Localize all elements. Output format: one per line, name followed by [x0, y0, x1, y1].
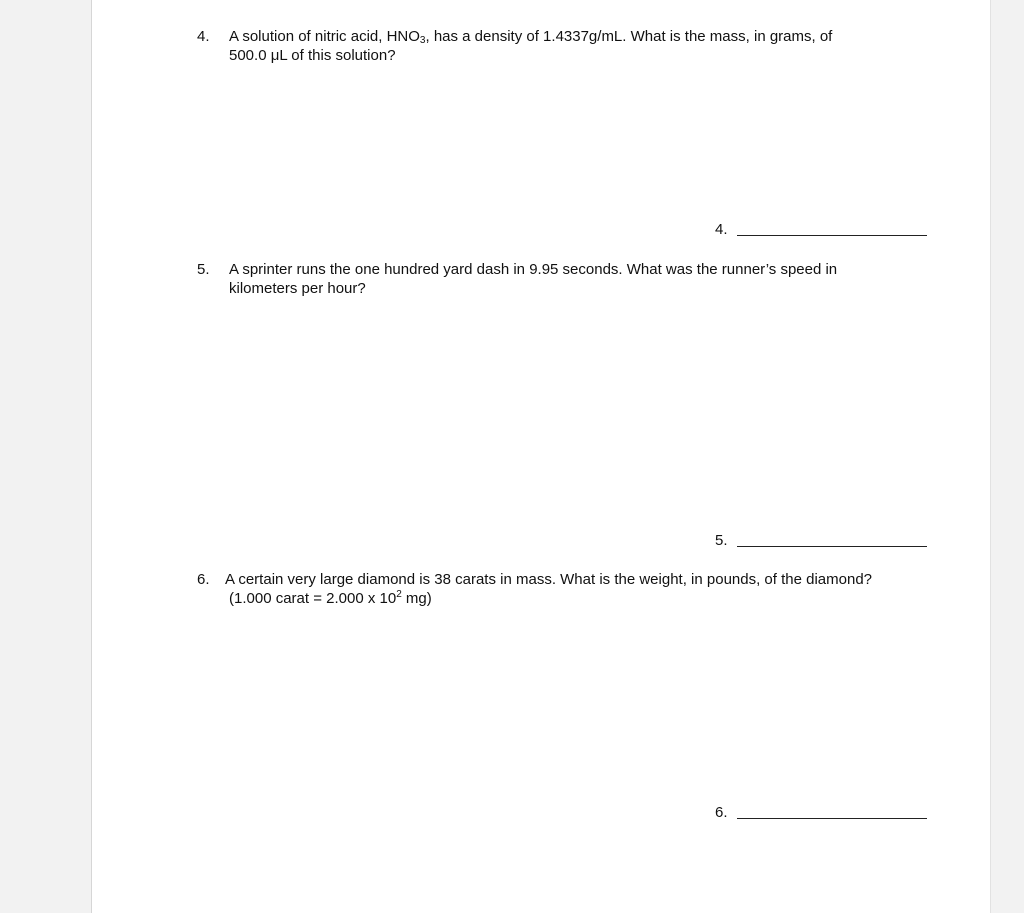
question-line-2: 500.0 μL of this solution?: [229, 47, 396, 64]
question-line-1: A certain very large diamond is 38 carats in mass. What is the weight, in pounds, of the diamond?: [225, 571, 873, 588]
answer-line[interactable]: [737, 546, 927, 547]
worksheet-page: [91, 0, 991, 913]
question-line-2: kilometers per hour?: [229, 280, 366, 297]
question-line-1: A sprinter runs the one hundred yard dash in 9.95 seconds. What was the runner’s speed in: [229, 261, 838, 278]
answer-label: 5.: [715, 532, 728, 549]
question-number: 6.: [197, 571, 210, 588]
answer-line[interactable]: [737, 235, 927, 236]
question-line-1: A solution of nitric acid, $HNO_3$, has a density of 1.4337g/mL. What is the mass, in grams, of: [229, 28, 833, 46]
question-number: 5.: [197, 261, 210, 278]
answer-label: 6.: [715, 804, 728, 821]
question-number: 4.: [197, 28, 210, 45]
question-line-2: (1.000 carat = 2.000 x $10^2$ mg): [229, 589, 432, 607]
question-text: [229, 260, 909, 298]
answer-label: 4.: [715, 221, 728, 238]
question-text: [225, 570, 925, 608]
question-text: [229, 27, 909, 65]
answer-line[interactable]: [737, 818, 927, 819]
